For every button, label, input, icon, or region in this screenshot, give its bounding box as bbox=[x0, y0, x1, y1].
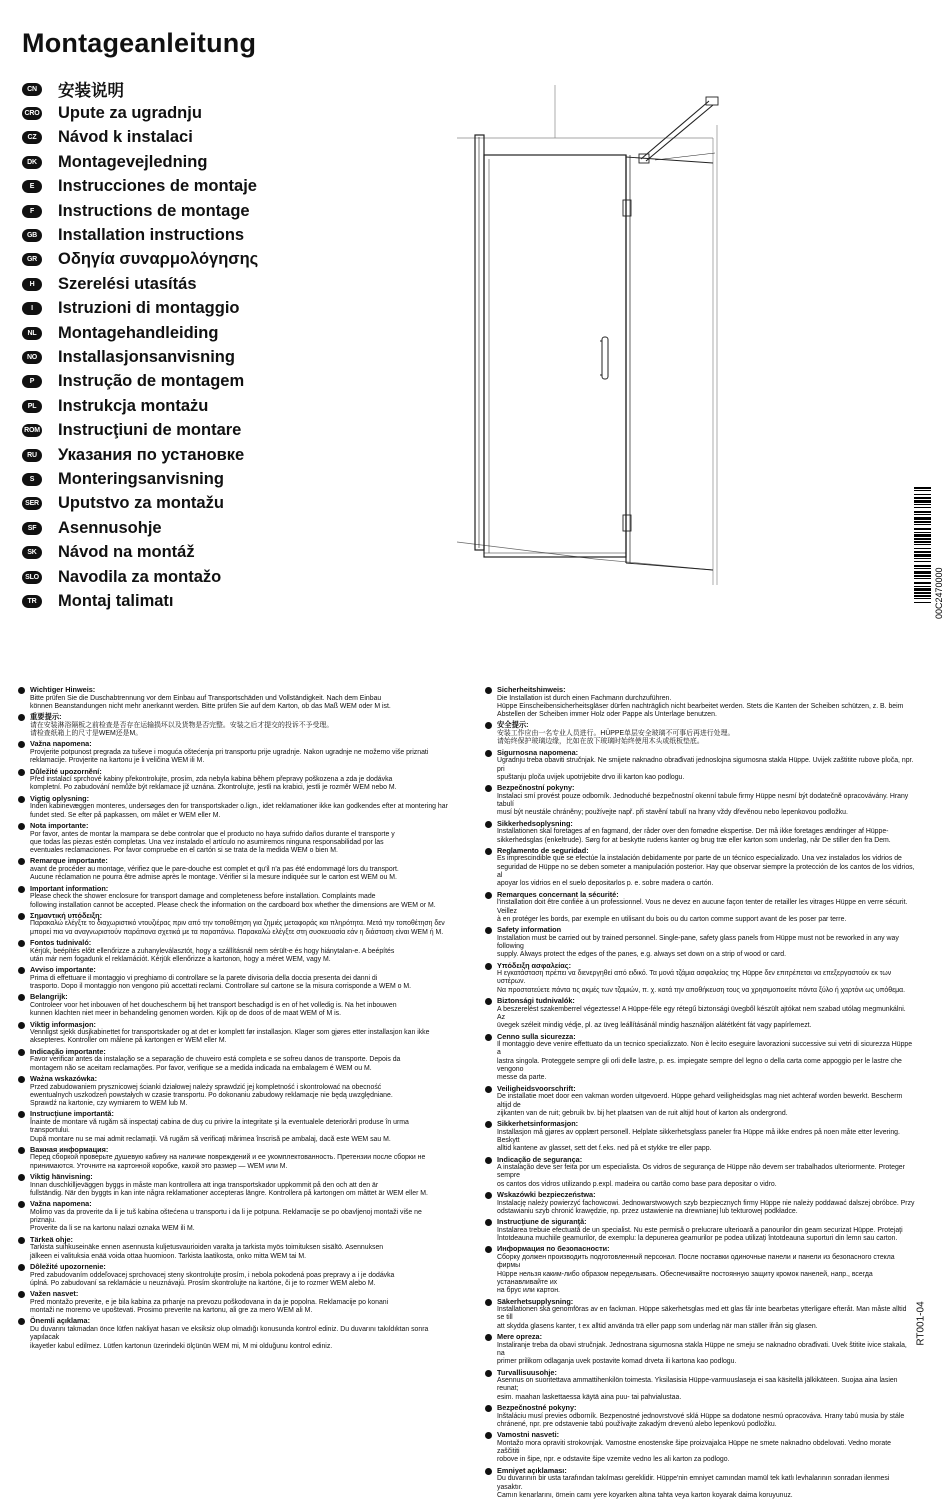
notice-text: Controleer voor het inbouwen of het douchescherm bij het transport beschadigd is en of het volledig is. Na het inbouwen kunnen klachten niet meer in behandeling genomen worden. Kijk op de doos of de maat WEM of M is. bbox=[30, 1001, 397, 1018]
notice-text: Installationen ska genomföras av en fackman. Hüppe säkerhetsglas med ett glas får inte bearbetas ytterligare efteråt. Man måste alltid se till att skydda glasens kanter, t ex alltid använda trä eller papp som underlag när man ställer ifrån sig glasen. bbox=[497, 1306, 907, 1330]
language-marker-icon bbox=[18, 1174, 25, 1181]
language-marker-icon bbox=[485, 1121, 492, 1128]
barcode-bar bbox=[914, 582, 931, 584]
notice-text: Pred montažo preverite, e je bila kabina za prhanje na prevozu poškodovana in da je popolna. Reklamacije po konani montaži ne moremo ve upoštevati. Prosimo preverite na kartonu, ali gre za mero WEM ali M. bbox=[30, 1298, 389, 1315]
language-item bbox=[22, 370, 258, 394]
notice-text: Favor verificar antes da instalação se a separação de chuveiro está completa e se sofreu danos de transporte. Depois da montagem não se aceitam reclamações. Por favor, verifique se a medida indicada na embalagem é WEM ou M. bbox=[30, 1056, 401, 1072]
language-code-badge: S bbox=[22, 473, 42, 486]
language-marker-icon bbox=[485, 1299, 492, 1306]
notice-text: Installation must be carried out by trained personnel. Single-pane, safety glass panels from Hüppe must not be reworked in any way following supply. Always protect the edges of the panes, e.g. always set down on a strip of wood or card. bbox=[497, 934, 899, 959]
transport-notices-column bbox=[18, 686, 448, 1353]
notice-item bbox=[18, 1200, 448, 1233]
language-code-badge: SF bbox=[22, 522, 42, 535]
notice-heading: Indicação de segurança: bbox=[497, 1154, 583, 1164]
language-code-badge: H bbox=[22, 278, 42, 291]
language-marker-icon bbox=[18, 796, 25, 803]
notice-heading: Mere opreza: bbox=[497, 1332, 543, 1342]
language-marker-icon bbox=[485, 963, 492, 970]
notice-text: Montažo mora opraviti strokovnjak. Vamostne enostenske šipe proizvajalca Hüppe ne smete naknadno obdelovati. Vedno morate zaščititi robove in šipe, npr. e odstavite šipe vzemite vedno les ali karton za podlogo. bbox=[497, 1439, 892, 1464]
barcode-bar bbox=[914, 511, 931, 513]
notice-heading: Säkerhetsupplysning: bbox=[497, 1296, 574, 1306]
notice-item bbox=[18, 1290, 448, 1315]
notice-item bbox=[485, 1467, 915, 1500]
notice-item bbox=[18, 768, 448, 793]
barcode-bar bbox=[914, 554, 931, 557]
notice-item bbox=[485, 1156, 915, 1189]
notice-heading: Информация по безопасности: bbox=[497, 1244, 610, 1254]
language-item bbox=[22, 345, 258, 369]
language-item bbox=[22, 126, 258, 150]
language-title: 安装说明 bbox=[58, 82, 124, 101]
notice-heading: Vamostni nasveti: bbox=[497, 1430, 560, 1440]
language-title: Upute za ugradnju bbox=[58, 104, 202, 123]
notice-text: Inden kabinevæggen monteres, undersøges den for transportskader o.lign., idet reklamationer ikke kan godkendes efter at montering har fundet sted. Se efter på papkassen, om målet er WEM eller M. bbox=[30, 803, 448, 819]
notice-heading: Reglamento de seguridad: bbox=[497, 845, 589, 855]
notice-item bbox=[18, 1075, 448, 1108]
notice-item bbox=[485, 1404, 915, 1429]
barcode-bar bbox=[914, 517, 931, 520]
language-title: Instrucciones de montaje bbox=[58, 177, 257, 196]
language-code-badge: CZ bbox=[22, 131, 42, 144]
notice-text: Bitte prüfen Sie die Duschabtrennung vor dem Einbau auf Transportschäden und Vollständigkeit. Nach dem Einbau können Beanstandungen nicht mehr anerkannt werden. Bitte prüfen Sie auf dem Karton, ob das Maß WEM oder M ist. bbox=[30, 694, 391, 710]
language-item bbox=[22, 175, 258, 199]
notice-text: Es imprescindible que se efectúe la instalación debidamente por parte de un técnico especializado. Una vez instalados los vidrios de seguridad de Hüppe no se deben someter a manipulación posterior. Hay que observar siempre la protección de los cantos de los vidrios, al apoyar los vidrios en el suelo depositarlos p. e. sobre madera o cartón. bbox=[497, 855, 915, 888]
language-code-badge: E bbox=[22, 180, 42, 193]
notice-item bbox=[485, 1218, 915, 1243]
notice-text: A beszerelést szakemberrel végeztesse! A Hüppe-féle egy rétegű biztonsági üvegből készült ajtókat nem szabad utólag megmunkálni. Az üvegek széleit mindig védje, pl. az üveg leállításánál mindig használjon alátétként fát vagy papírlemezt. bbox=[497, 1005, 906, 1030]
language-marker-icon bbox=[485, 1432, 492, 1439]
notice-text: Il montaggio deve venire effettuato da un tecnico specializzato. Non è lecito eseguire lavorazioni successive sui vetri di sicurezza Hüppe a lastra singola. Proteggete sempre gli orli delle lastre, p. es. impiegate sempre del legno o della carta come appoggio per le lastre che vengono messe da parte. bbox=[497, 1041, 913, 1082]
notice-item bbox=[18, 966, 448, 991]
notice-item bbox=[485, 847, 915, 889]
notice-heading: Biztonsági tudnivalók: bbox=[497, 996, 575, 1006]
notice-heading: Avviso importante: bbox=[30, 965, 96, 975]
barcode-bar bbox=[914, 578, 931, 579]
notice-item bbox=[485, 1120, 915, 1153]
notice-text: Prima di effettuare il montaggio vi preghiamo di controllare se la parete divisoria della doccia presenta dei danni di trasporto. Dopo il montaggio non vengono più accettati reclami. Controllare sul cartone se la misura corrisponde a WEM o M. bbox=[30, 974, 412, 991]
language-marker-icon bbox=[18, 1201, 25, 1208]
language-title: Instrução de montagem bbox=[58, 372, 245, 391]
notice-heading: Važna napomena: bbox=[30, 739, 92, 749]
language-marker-icon bbox=[18, 714, 25, 721]
barcode-bar bbox=[914, 490, 931, 491]
notice-item bbox=[485, 891, 915, 924]
notice-heading: Emniyet açıklaması: bbox=[497, 1465, 567, 1475]
language-code-badge: CRO bbox=[22, 107, 42, 120]
language-marker-icon bbox=[485, 1246, 492, 1253]
notice-heading: Fontos tudnivaló: bbox=[30, 937, 92, 947]
language-code-badge: TR bbox=[22, 595, 42, 608]
notice-heading: Dôležité upozornenie: bbox=[30, 1261, 106, 1271]
notice-text: Die Installation ist durch einen Fachmann durchzuführen. Hüppe Einscheibensicherheitsgläser dürfen nachträglich nicht bearbeitet werden. Stets die Kanten der Scheiben schützen, z. B. beim Abstellen der Scheiben immer Holz oder Pappe als Unterlage benutzen. bbox=[497, 694, 904, 719]
notice-item bbox=[18, 1263, 448, 1288]
notice-item bbox=[18, 713, 448, 738]
notice-text: Du duvarını takmadan önce lütfen nakliyat hasarı ve eksiksiz olup olmadığı konusunda kontrol ediniz. Du duvarını takıldıktan sonra yapılacak ikayetler kabul edilmez. Lütfen kartonun üzerindeki ölçünün WEM mi, M mi olduğunu kontrol ediniz. bbox=[30, 1325, 429, 1350]
notice-text: Înainte de montare vă rugăm să inspectaţi cabina de duş cu privire la integritate şi la eventualele deteriorări produse în urma transportului. După montare nu se mai admit reclamaţii. Vă rugăm să verificaţi mărimea înscrisă pe ambalaj, dacă este WEM sau M. bbox=[30, 1119, 409, 1143]
language-marker-icon bbox=[18, 1291, 25, 1298]
language-marker-icon bbox=[18, 1264, 25, 1271]
language-title: Návod k instalaci bbox=[58, 128, 193, 147]
language-item bbox=[22, 540, 258, 564]
language-marker-icon bbox=[485, 785, 492, 792]
notice-item bbox=[18, 912, 448, 937]
notice-text: Před instalací sprchové kabiny překontrolujte, prosím, zda nebyla kabina během přepravy poškozena a zda je dodávka kompletní. Po zabudování nemůže být reklamace již uznána. Zkontrolujte, jestli na krabici, jestli je rozměr WEM nebo M. bbox=[30, 776, 397, 792]
document-code-text: RT001-04 bbox=[915, 1301, 927, 1346]
notice-heading: Belangrijk: bbox=[30, 992, 68, 1002]
notice-heading: Safety information bbox=[497, 925, 562, 935]
barcode-bar bbox=[914, 575, 931, 577]
notice-heading: Wskazówki bezpieczeństwa: bbox=[497, 1190, 596, 1200]
language-marker-icon bbox=[485, 722, 492, 729]
language-item bbox=[22, 223, 258, 247]
language-marker-icon bbox=[18, 1022, 25, 1029]
language-title: Montaj talimatı bbox=[58, 591, 174, 610]
language-marker-icon bbox=[485, 750, 492, 757]
notice-text: Przed zabudowaniem prysznicowej ścianki działowej należy sprawdzić jej kompletność i skontrolować na obecność ewentualnych uszkodzeń powstałych w czasie transportu. Po dokonaniu zabudowy reklamacje nie będą uwzględniane. Sprawdź na kartonie, czy wymiarem to WEM lub M. bbox=[30, 1083, 393, 1108]
language-marker-icon bbox=[18, 1147, 25, 1154]
notice-heading: 安全提示: bbox=[497, 720, 529, 730]
notice-heading: Viktig informasjon: bbox=[30, 1019, 96, 1029]
barcode-bar bbox=[914, 521, 931, 523]
notice-item bbox=[18, 1021, 448, 1046]
language-marker-icon bbox=[18, 913, 25, 920]
language-title: Asennusohje bbox=[58, 518, 162, 537]
language-title: Návod na montáž bbox=[58, 543, 195, 562]
notice-heading: Sikkerhedsoplysning: bbox=[497, 818, 573, 828]
language-item bbox=[22, 394, 258, 418]
notice-text: Перед сборкой проверьте душевую кабину на наличие повреждений и ее укомплектованность. Претензии после сборки не принимаются. Уточните на картонной коробке, какой это размер — WEM или M. bbox=[30, 1154, 426, 1170]
notice-heading: Bezpečnostné pokyny: bbox=[497, 1402, 577, 1412]
notice-heading: Sikkerhetsinformasjon: bbox=[497, 1119, 579, 1129]
notice-item bbox=[18, 795, 448, 820]
language-marker-icon bbox=[18, 1318, 25, 1325]
language-title: Installation instructions bbox=[58, 226, 245, 245]
notice-text: Provjerite potpunost pregrada za tuševe i moguća oštećenja pri transportu prije ugradnje. Nakon ugradnje ne možemo više priznati reklamacije. Provjerite na kartonu je li veličina WEM ili M. bbox=[30, 748, 429, 765]
language-marker-icon bbox=[485, 1405, 492, 1412]
notice-text: Please check the shower enclosure for transport damage and completeness before installation. Complaints made following installation cannot be accepted. Please check the information on the cardboard box whether the dimensions are WEM or M. bbox=[30, 893, 436, 909]
notice-item bbox=[18, 1110, 448, 1143]
notice-item bbox=[18, 686, 448, 711]
document-title: Montageanleitung bbox=[22, 28, 257, 58]
language-marker-icon bbox=[485, 1034, 492, 1041]
language-code-badge: NO bbox=[22, 351, 42, 364]
notice-heading: Cenno sulla sicurezza: bbox=[497, 1031, 576, 1041]
notice-heading: Veiligheidsvoorschrift: bbox=[497, 1083, 576, 1093]
notice-text: Ugradnju treba obaviti stručnjak. Ne smijete naknadno obrađivati jednoslojna sigurnosna stakla Hüppe. Uvijek zaštitite rubove ploča, npr. pri spuštanju ploča uvijek upotrijebite drvo ili karton kao podlogu. bbox=[497, 757, 914, 781]
notice-text: 请在安装淋浴隔板之前检查是否存在运输损坏以及货物是否完整。安装之后才提交的投诉不予受理。 请检查纸箱上的尺寸是WEM还是M。 bbox=[30, 721, 334, 738]
language-item bbox=[22, 467, 258, 491]
notice-text: Παρακαλώ ελέγξτε το διαχωριστικό ντουζιέρας πριν από την τοποθέτηση για ζημιές μεταφοράς και πληρότητα. Μετά την τοποθέτηση δεν μπορεί πια να αναγνωριστούν παράπονα σχετικά με τα παραπάνω. Παρακαλώ ελέγξτε στη συσκευασία εάν η διάσταση είναι WEM ή M. bbox=[30, 920, 445, 936]
notice-heading: Wichtiger Hinweis: bbox=[30, 685, 96, 694]
language-item bbox=[22, 199, 258, 223]
barcode-bar bbox=[914, 494, 931, 495]
barcode-bar bbox=[914, 538, 931, 540]
language-marker-icon bbox=[18, 967, 25, 974]
language-title: Szerelési utasítás bbox=[58, 274, 197, 293]
language-marker-icon bbox=[485, 1157, 492, 1164]
notice-heading: Instrucţiune de siguranţă: bbox=[497, 1217, 587, 1227]
notice-heading: Turvallisuusohje: bbox=[497, 1367, 557, 1377]
language-marker-icon bbox=[18, 741, 25, 748]
notice-item bbox=[485, 962, 915, 995]
notice-heading: Nota importante: bbox=[30, 820, 89, 830]
language-item bbox=[22, 418, 258, 442]
language-marker-icon bbox=[485, 1468, 492, 1475]
barcode-bar bbox=[914, 595, 931, 597]
notice-item bbox=[485, 997, 915, 1030]
language-marker-icon bbox=[18, 823, 25, 830]
language-item bbox=[22, 272, 258, 296]
language-code-badge: RU bbox=[22, 449, 42, 462]
notice-text: Instaliranje treba da obavi stručnjak. Jednostrana sigurnosna stakla Hüppe ne smeju se naknadno obrađivati. Uvek štitite ivice stakala, na primer prilikom odlaganja uvek postavite komad drveta ili kartona kao podlogu. bbox=[497, 1341, 907, 1366]
notice-item bbox=[18, 993, 448, 1018]
safety-notices-column bbox=[485, 686, 915, 1502]
language-marker-icon bbox=[485, 1334, 492, 1341]
notice-text: Kérjük, beépítés előtt ellenőrizze a zuhanyleválasztót, hogy a szállításnál nem sérült-e és hogy hiánytalan-e. A beépítés után már nem fogadunk el reklamációt. Kérjük ellenőrizze a kartonon, hogy a méret WEM, vagy M. bbox=[30, 947, 395, 963]
notice-text: Innan duschkilljeväggen byggs in måste man kontrollera att inga transportskador uppkommit på den och att den är fullständig. När den byggts in kan inte några reklamationer accepteras längre. Kontrollera på kartongen om måttet är WEM eller M. bbox=[30, 1181, 428, 1197]
language-marker-icon bbox=[485, 821, 492, 828]
notice-text: Installasjon må gjøres av opplært personell. Helplate sikkerhetsglass paneler fra Hüppe må ikke endres på noen måte etter levering. Beskytt alltid kantene av glasset, sett det f.eks. ned på et stykke tre eller papp. bbox=[497, 1128, 900, 1153]
language-code-badge: F bbox=[22, 205, 42, 218]
language-title: Montagevejledning bbox=[58, 152, 208, 171]
shower-door-drawing bbox=[455, 85, 720, 585]
barcode-bar bbox=[914, 534, 931, 537]
language-title: Instructions de montage bbox=[58, 201, 250, 220]
language-marker-icon bbox=[485, 1192, 492, 1199]
language-item bbox=[22, 248, 258, 272]
language-title: Указания по установке bbox=[58, 445, 245, 464]
notice-item bbox=[485, 1298, 915, 1331]
notice-item bbox=[485, 1191, 915, 1216]
notice-heading: Viktig hänvisning: bbox=[30, 1172, 93, 1182]
language-code-badge: PL bbox=[22, 400, 42, 413]
barcode-bar bbox=[914, 497, 931, 499]
language-marker-icon bbox=[18, 1076, 25, 1083]
language-marker-icon bbox=[18, 1111, 25, 1118]
notice-heading: Važen nasvet: bbox=[30, 1289, 79, 1299]
notice-item bbox=[485, 1033, 915, 1083]
barcode-bar bbox=[914, 528, 931, 530]
notice-heading: Važna napomena: bbox=[30, 1199, 92, 1209]
notice-item bbox=[18, 885, 448, 910]
notice-text: avant de procéder au montage, vérifiez que le pare-douche est complet et qu'il n'a pas été endommagé lors du transport. Aucune réclamation ne pourra être admise après le montage. Vérifier si la mesure indiquée sur le carton est WEM ou M. bbox=[30, 866, 399, 882]
language-marker-icon bbox=[485, 892, 492, 899]
notice-item bbox=[485, 749, 915, 782]
barcode-bar bbox=[914, 504, 931, 505]
barcode-bar bbox=[914, 602, 931, 603]
notice-text: Por favor, antes de montar la mampara se debe controlar que el producto no haya sufrido daños durante el transporte y que todas las piezas estén completas. Una vez instalado el artículo no asumiremos ninguna responsabilidad por las eventuales reclamaciones. Por favor compruebe en el cartón si se trata de la medida WEM o bien M. bbox=[30, 830, 395, 855]
language-item bbox=[22, 565, 258, 589]
barcode-bar bbox=[914, 586, 931, 587]
barcode-bar bbox=[914, 541, 931, 543]
notice-item bbox=[485, 1369, 915, 1402]
notice-item bbox=[18, 857, 448, 882]
notice-item bbox=[485, 926, 915, 959]
document-code bbox=[915, 1296, 935, 1356]
notice-heading: Remarque importante: bbox=[30, 856, 108, 866]
barcode-bar bbox=[914, 551, 931, 553]
language-code-badge: NL bbox=[22, 327, 42, 340]
notice-item bbox=[485, 1333, 915, 1366]
barcode-bar bbox=[914, 544, 931, 545]
notice-text: De installatie moet door een vakman worden uitgevoerd. Hüppe gehard veiligheidsglas mag niet achteraf worden bewerkt. Bescherm altijd de zijkanten van de ruit; gebruik bv. bij het plaatsen van de ruit altijd hout of karton als ondergrond. bbox=[497, 1093, 903, 1117]
notice-item bbox=[485, 686, 915, 719]
barcode-bar bbox=[914, 548, 931, 549]
notice-text: Asennus on suoritettava ammattihenkilön toimesta. Yksilasisia Hüppe-varmuuslaseja ei saa käsitellä jälkikäteen. Suojaa aina lasien reunat; esim. maahan laskettaessa käytä aina puu- tai pahvialustaa. bbox=[497, 1377, 898, 1401]
barcode-bar bbox=[914, 524, 931, 525]
language-item bbox=[22, 443, 258, 467]
notice-heading: Tärkeä ohje: bbox=[30, 1234, 73, 1244]
barcode-bar bbox=[914, 561, 931, 562]
language-item bbox=[22, 492, 258, 516]
barcode-bar bbox=[914, 500, 931, 503]
language-title: Instrucţiuni de montare bbox=[58, 421, 242, 440]
notice-heading: Sicherheitshinweis: bbox=[497, 685, 566, 694]
notice-item bbox=[18, 939, 448, 964]
language-marker-icon bbox=[485, 848, 492, 855]
language-code-badge: ROM bbox=[22, 424, 42, 437]
barcode-bar bbox=[914, 588, 931, 591]
notice-item bbox=[18, 1317, 448, 1350]
language-title: Instrukcja montażu bbox=[58, 396, 209, 415]
notice-item bbox=[485, 1085, 915, 1118]
language-code-badge: GB bbox=[22, 229, 42, 242]
language-marker-icon bbox=[18, 1049, 25, 1056]
language-marker-icon bbox=[18, 858, 25, 865]
notice-item bbox=[485, 784, 915, 817]
notice-item bbox=[18, 1236, 448, 1261]
notice-heading: 重要提示: bbox=[30, 712, 62, 722]
notice-text: Molimo vas da proverite da li je tuš kabina oštećena u transportu i da li je potpuna. Reklamacije se po obavljenoj montaži više ne priznaju. Proverite da li se na kartonu nalazi oznaka WEM ili M. bbox=[30, 1208, 422, 1233]
notice-text: Installationen skal foretages af en fagmand, der råder over den fornødne ekspertise. Der må ikke foretages ændringer af Hüppe- sikkerhedsglas (enkeltrude). Sørg for at beskytte rudens kanter og brug træ eller karton som underlag, når De stiller den fra Dem. bbox=[497, 828, 891, 844]
language-title: Istruzioni di montaggio bbox=[58, 299, 240, 318]
language-marker-icon bbox=[18, 886, 25, 893]
notice-text: l'installation doit être confiée à un professionnel. Vous ne devez en aucune façon tenter de retailler les vitrages Hüppe en verre sécurit. Veillez à en protéger les bords, par exemple en utilisant du bois ou du carton comme support avant de les poser par terre. bbox=[497, 899, 908, 923]
language-marker-icon bbox=[485, 1370, 492, 1377]
notice-heading: Instrucţiune importantă: bbox=[30, 1109, 114, 1119]
notice-text: A instalação deve ser feita por um especialista. Os vidros de segurança de Hüppe não devem ser trabalhados ulteriormente. Proteger sempre os cantos dos vidros utilizando p.expl. madeira ou cartão como base para depositar o vidro. bbox=[497, 1164, 905, 1188]
notice-text: Instalarea trebuie efectuată de un specialist. Nu este permisă o prelucrare ulterioară a panourilor din geam securizat Hüppe. Protejaţi întotdeauna muchiile geamurilor, de exemplu: la depunerea geamurilor pe podea utilizaţi întotdeauna suporturi din lemn sau carton. bbox=[497, 1226, 903, 1243]
language-marker-icon bbox=[18, 687, 25, 694]
barcode-bar bbox=[914, 507, 931, 508]
language-title: Monteringsanvisning bbox=[58, 469, 224, 488]
language-item bbox=[22, 77, 258, 101]
language-list bbox=[22, 77, 258, 614]
notice-heading: Bezpečnostní pokyny: bbox=[497, 783, 575, 793]
language-code-badge: I bbox=[22, 302, 42, 315]
notice-item bbox=[18, 822, 448, 855]
barcode-bar bbox=[914, 487, 931, 489]
notice-heading: Σημαντική υπόδειξη: bbox=[30, 910, 103, 920]
language-title: Installasjonsanvisning bbox=[58, 347, 235, 366]
barcode-bar bbox=[914, 592, 931, 594]
language-marker-icon bbox=[18, 1237, 25, 1244]
language-item bbox=[22, 589, 258, 613]
language-code-badge: SLO bbox=[22, 571, 42, 584]
notice-text: Instalację należy powierzyć fachowcowi. Jednowarstwowych szyb bezpiecznych firmy Hüppe nie należy poddawać dalszej obróbce. Przy odstawianiu szyb chronić krawędzie, np. przez ustawienie na drewnianej lub tekturowej podkładce. bbox=[497, 1199, 915, 1215]
notice-item bbox=[18, 1048, 448, 1073]
language-code-badge: P bbox=[22, 375, 42, 388]
barcode-bar bbox=[914, 565, 931, 567]
notice-heading: Important information: bbox=[30, 883, 109, 893]
barcode-bar bbox=[914, 598, 931, 599]
barcode-text: 00C2470000 bbox=[934, 567, 944, 619]
barcode-bar bbox=[914, 558, 931, 559]
notice-heading: Vigtig oplysning: bbox=[30, 793, 90, 803]
barcode-bar bbox=[914, 532, 931, 533]
notice-item bbox=[485, 1245, 915, 1295]
language-code-badge: DK bbox=[22, 156, 42, 169]
notice-text: Instalaci smí provést pouze odborník. Jednoduché bezpečnostní okenní tabule firmy Hüppe nesmí být dodatečně opracovávány. Hrany tabulí musí být neustále chráněny; používejte např. při stavění tabulí na hrany vždy dřevěnou nebo lepenkovou podložku. bbox=[497, 792, 909, 817]
barcode-bar bbox=[914, 571, 931, 574]
language-item bbox=[22, 297, 258, 321]
language-marker-icon bbox=[18, 994, 25, 1001]
language-code-badge: GR bbox=[22, 253, 42, 266]
notice-item bbox=[485, 721, 915, 746]
notice-item bbox=[485, 1431, 915, 1464]
language-marker-icon bbox=[485, 687, 492, 694]
notice-text: Vennligst sjekk dusjkabinettet for transportskader og at det er komplett før installasjon. Klager som gjøres etter installasjon kan ikke aksepteres. Kontroller om målene på kartongen er WEM eller M. bbox=[30, 1029, 430, 1045]
notice-heading: Indicação importante: bbox=[30, 1046, 106, 1056]
notice-item bbox=[18, 1146, 448, 1171]
notice-item bbox=[18, 1173, 448, 1198]
language-code-badge: SK bbox=[22, 546, 42, 559]
language-code-badge: SER bbox=[22, 497, 42, 510]
notice-text: 安装工作应由一名专业人员进行。HÜPPE单层安全玻璃不可事后再进行处理。 请始终保护玻璃边缘，比如在放下玻璃时始终使用木头或纸板垫底。 bbox=[497, 730, 735, 746]
notice-heading: Υπόδειξη ασφαλείας: bbox=[497, 960, 572, 970]
barcode-bar bbox=[914, 514, 931, 515]
notice-item bbox=[18, 740, 448, 765]
language-marker-icon bbox=[485, 1086, 492, 1093]
notice-heading: Remarques concernant la sécurité: bbox=[497, 889, 619, 899]
language-marker-icon bbox=[18, 940, 25, 947]
language-marker-icon bbox=[485, 1219, 492, 1226]
language-item bbox=[22, 101, 258, 125]
language-item bbox=[22, 321, 258, 345]
language-marker-icon bbox=[18, 769, 25, 776]
notice-text: Η εγκατάσταση πρέπει να διενεργηθεί από ειδικό. Τα μονά τζάμια ασφαλείας της Hüppe δεν επιτρέπεται να επεξεργαστούν εκ των υστέρων. Να προστατεύετε πάντα τις ακμές των τζαμιών, π. χ. κατά την αποθήκευση τους να χρησιμοποιείτε πάντα ξύλο ή χαρτόνι ως υπόθεμα. bbox=[497, 970, 906, 994]
language-title: Οδηγία συναρμολόγησης bbox=[58, 250, 259, 269]
notice-heading: Sigurnosna napomena: bbox=[497, 747, 579, 757]
notice-text: Tarkista suihkuseinäke ennen asennusta kuljetusvaurioiden varalta ja tarkista myös toimituksen sisältö. Asennuksen jälkeen ei valituksia enää voida ottaa huomioon. Tarkista laatikosta, onko mitta WEM tai M. bbox=[30, 1244, 384, 1260]
language-marker-icon bbox=[485, 998, 492, 1005]
language-item bbox=[22, 516, 258, 540]
notice-text: Pred zabudovaním oddeľovacej sprchovacej steny skontrolujte prosím, i nebola pokodená poas prepravy a i je dodávka úplná. Po zabudovaní sa reklamácie u neuznávajú. Prosím skontrolujte na kartóne, či je to rozmer WEM alebo M. bbox=[30, 1271, 395, 1287]
barcode bbox=[914, 487, 944, 622]
notice-heading: Важная информация: bbox=[30, 1144, 109, 1154]
language-title: Montagehandleiding bbox=[58, 323, 219, 342]
notice-heading: Ważna wskazówka: bbox=[30, 1073, 98, 1083]
notice-text: Du duvarının bir usta tarafından takılması gereklidir. Hüppe'nin emniyet camından mamül tek katlı levhalarının sonradan ilenmesi yasaktır. Camın kenarlarını, örnein camı yere koyarken altına tahta veya karton koyarak daima koruyunuz. bbox=[497, 1475, 890, 1499]
language-code-badge: CN bbox=[22, 83, 42, 96]
language-marker-icon bbox=[485, 927, 492, 934]
notice-heading: Důležité upozornění: bbox=[30, 766, 102, 776]
notice-text: Сборку должен производить подготовленный персонал. После поставки одиночные панели и панели из безопасного стекла фирмы Hüppe нельзя каким-либо образом переделывать. Обеспечивайте постоянную защиту кромок панелей, напр., всегда устанавливайте их на брус или картон. bbox=[497, 1254, 895, 1295]
language-item bbox=[22, 150, 258, 174]
language-title: Uputstvo za montažu bbox=[58, 494, 224, 513]
language-title: Navodila za montažo bbox=[58, 567, 222, 586]
barcode-bar bbox=[914, 568, 931, 569]
notice-item bbox=[485, 820, 915, 845]
notice-heading: Önemli açıklama: bbox=[30, 1316, 91, 1326]
notice-text: Inštaláciu musí previes odborník. Bezpenostné jednovrstvové sklá Hüppe sa dodatone nesmú opracováva. Hrany tabú musia by stále chránené, npr. pre odstavenie tabú používajte zakadým drevenú alebo lepenkovú podložku. bbox=[497, 1412, 905, 1428]
